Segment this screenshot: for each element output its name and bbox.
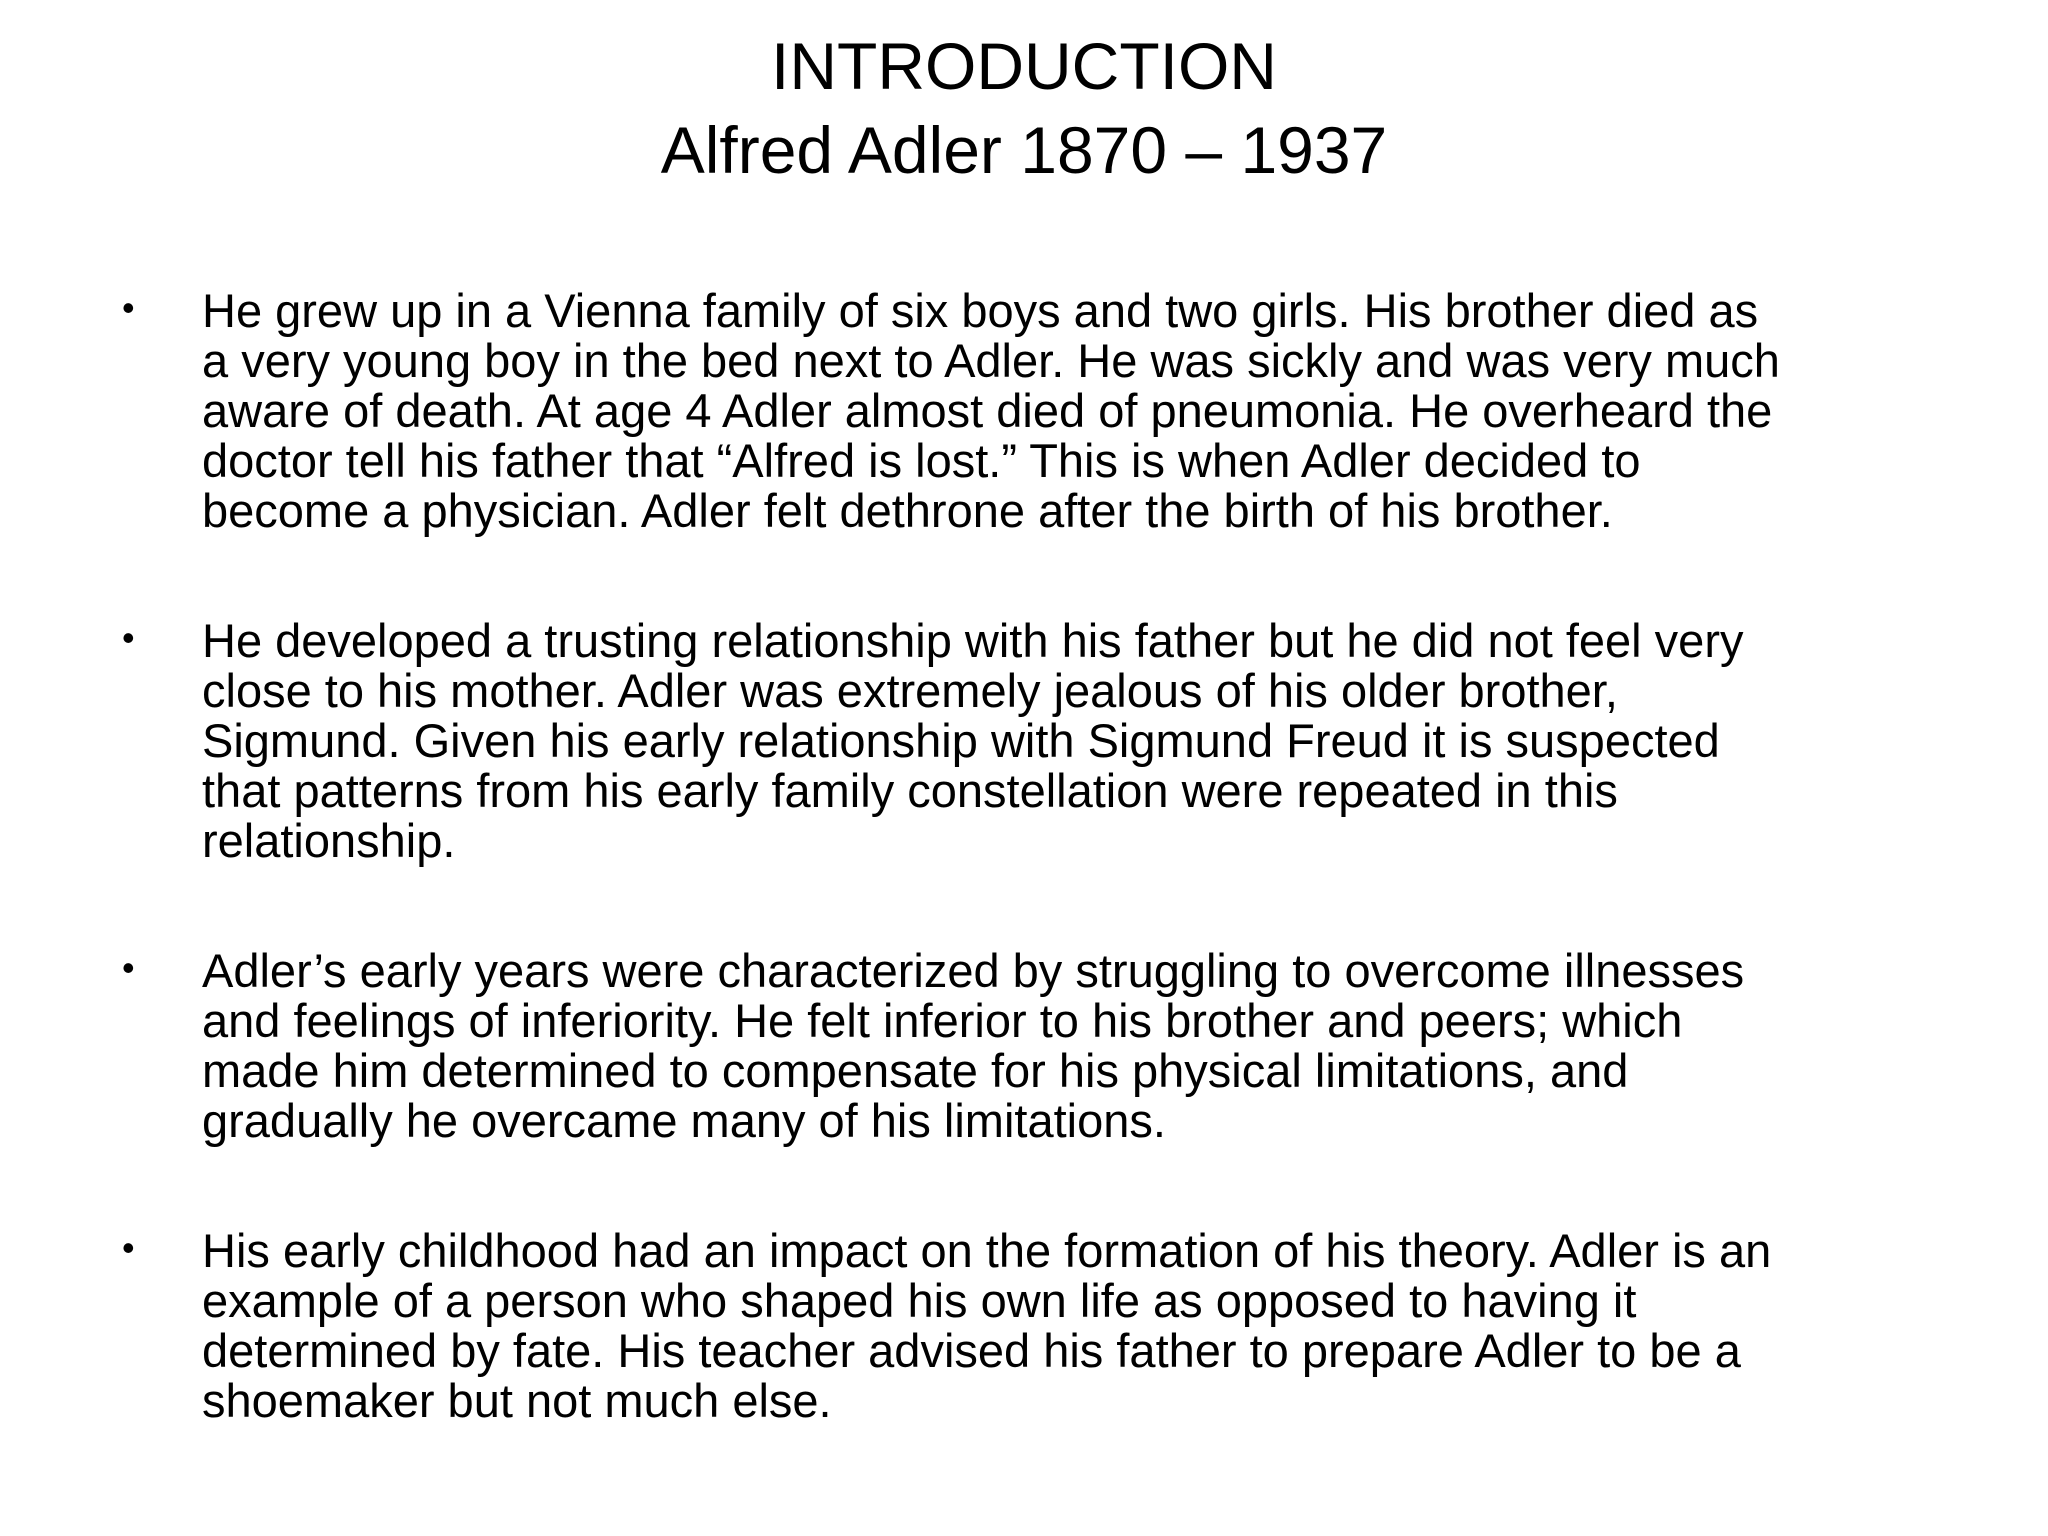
bullet-marker: • [122,287,135,328]
bullet-line: aware of death. At age 4 Adler almost died of pneumonia. He overheard the [202,384,1773,437]
bullet-item-1 [122,286,1962,536]
slide-title [0,24,2048,192]
title-line-1: INTRODUCTION [771,29,1277,103]
bullet-marker: • [122,617,135,658]
bullet-item-4 [122,1226,1962,1426]
bullet-text [202,946,1962,1146]
bullet-line: He grew up in a Vienna family of six boys and two girls. His brother died as [202,284,1759,337]
bullet-item-3 [122,946,1962,1146]
bullet-line: and feelings of inferiority. He felt inferior to his brother and peers; which [202,994,1683,1047]
bullet-marker: • [122,1227,135,1268]
title-line-2: Alfred Adler 1870 – 1937 [660,113,1388,187]
bullet-line: His early childhood had an impact on the formation of his theory. Adler is an [202,1224,1772,1277]
bullet-line: determined by fate. His teacher advised his father to prepare Adler to be a [202,1324,1741,1377]
bullet-line: Adler’s early years were characterized by struggling to overcome illnesses [202,944,1745,997]
bullet-text [202,286,1962,536]
bullet-line: He developed a trusting relationship with his father but he did not feel very [202,614,1744,667]
bullet-marker: • [122,947,135,988]
bullet-line: Sigmund. Given his early relationship with Sigmund Freud it is suspected [202,714,1720,767]
bullet-text [202,1226,1962,1426]
bullet-line: example of a person who shaped his own life as opposed to having it [202,1274,1637,1327]
bullet-line: made him determined to compensate for his physical limitations, and [202,1044,1629,1097]
bullet-text [202,616,1962,866]
bullet-line: that patterns from his early family constellation were repeated in this [202,764,1618,817]
bullet-line: become a physician. Adler felt dethrone after the birth of his brother. [202,484,1613,537]
bullet-line: doctor tell his father that “Alfred is lost.” This is when Adler decided to [202,434,1641,487]
bullet-item-2 [122,616,1962,866]
bullet-line: gradually he overcame many of his limitations. [202,1094,1166,1147]
bullet-line: a very young boy in the bed next to Adler. He was sickly and was very much [202,334,1780,387]
bullet-line: close to his mother. Adler was extremely jealous of his older brother, [202,664,1618,717]
bullet-list [122,286,1962,1506]
bullet-line: relationship. [202,814,456,867]
bullet-line: shoemaker but not much else. [202,1374,832,1427]
